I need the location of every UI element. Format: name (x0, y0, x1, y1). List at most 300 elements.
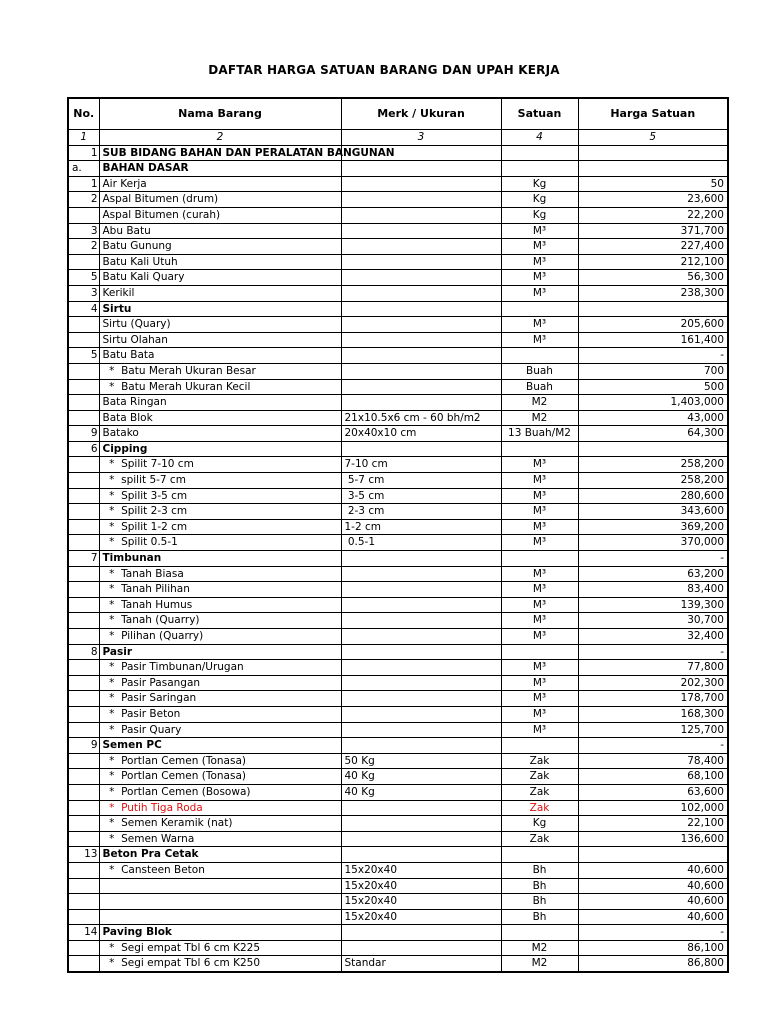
table-row (68, 582, 728, 598)
row-satuan (501, 738, 578, 754)
row-merk-ukuran: 5-7 cm (341, 473, 501, 489)
row-no: 1 (68, 145, 99, 161)
table-row (68, 348, 728, 364)
row-merk-ukuran (341, 613, 501, 629)
row-harga-satuan: 371,700 (578, 223, 728, 239)
table-row (68, 317, 728, 333)
row-satuan (501, 644, 578, 660)
table-row (68, 831, 728, 847)
row-merk-ukuran: 40 Kg (341, 769, 501, 785)
row-harga-satuan: 227,400 (578, 239, 728, 255)
row-nama-barang: Abu Batu (99, 223, 341, 239)
row-merk-ukuran (341, 363, 501, 379)
row-no (68, 566, 99, 582)
row-no (68, 816, 99, 832)
row-no (68, 597, 99, 613)
row-no (68, 535, 99, 551)
row-harga-satuan: 50 (578, 176, 728, 192)
row-harga-satuan: 86,100 (578, 940, 728, 956)
row-no (68, 582, 99, 598)
row-no (68, 909, 99, 925)
row-nama-barang: * Pasir Pasangan (99, 675, 341, 691)
row-harga-satuan: 40,600 (578, 862, 728, 878)
row-no (68, 722, 99, 738)
row-no (68, 379, 99, 395)
row-no (68, 473, 99, 489)
row-no (68, 956, 99, 972)
table-row (68, 332, 728, 348)
row-satuan: M³ (501, 488, 578, 504)
header-no: No. (68, 98, 99, 130)
row-nama-barang: * Spilit 0.5-1 (99, 535, 341, 551)
table-row (68, 894, 728, 910)
row-merk-ukuran (341, 395, 501, 411)
row-nama-barang: * Pasir Timbunan/Urugan (99, 660, 341, 676)
table-row (68, 753, 728, 769)
table-row (68, 239, 728, 255)
row-nama-barang: * Semen Keramik (nat) (99, 816, 341, 832)
row-no (68, 878, 99, 894)
row-merk-ukuran (341, 379, 501, 395)
row-harga-satuan: - (578, 738, 728, 754)
row-satuan: M³ (501, 317, 578, 333)
row-harga-satuan: 280,600 (578, 488, 728, 504)
table-row (68, 613, 728, 629)
row-merk-ukuran: 7-10 cm (341, 457, 501, 473)
row-no: 6 (68, 441, 99, 457)
row-no (68, 488, 99, 504)
row-no (68, 395, 99, 411)
row-harga-satuan: 63,200 (578, 566, 728, 582)
row-harga-satuan: 30,700 (578, 613, 728, 629)
row-satuan: Bh (501, 909, 578, 925)
row-merk-ukuran (341, 285, 501, 301)
row-satuan: M³ (501, 332, 578, 348)
row-harga-satuan: 86,800 (578, 956, 728, 972)
row-harga-satuan: 78,400 (578, 753, 728, 769)
row-nama-barang: * Semen Warna (99, 831, 341, 847)
row-no (68, 410, 99, 426)
row-harga-satuan (578, 145, 728, 161)
row-no (68, 784, 99, 800)
row-nama-barang (99, 909, 341, 925)
row-harga-satuan: 168,300 (578, 706, 728, 722)
header-satuan: Satuan (501, 98, 578, 130)
row-no (68, 894, 99, 910)
column-number: 5 (578, 130, 728, 146)
row-merk-ukuran (341, 176, 501, 192)
row-merk-ukuran (341, 239, 501, 255)
row-nama-barang: Sirtu (99, 301, 341, 317)
row-no: 9 (68, 426, 99, 442)
row-satuan: Zak (501, 784, 578, 800)
row-no (68, 363, 99, 379)
row-no: 2 (68, 239, 99, 255)
row-merk-ukuran (341, 738, 501, 754)
row-no (68, 769, 99, 785)
row-nama-barang: SUB BIDANG BAHAN DAN PERALATAN BANGUNAN (99, 145, 341, 161)
table-row (68, 192, 728, 208)
row-harga-satuan: 125,700 (578, 722, 728, 738)
table-row (68, 878, 728, 894)
row-merk-ukuran (341, 348, 501, 364)
row-no: 14 (68, 925, 99, 941)
table-row (68, 629, 728, 645)
row-harga-satuan: 136,600 (578, 831, 728, 847)
row-no (68, 831, 99, 847)
row-nama-barang: * Tanah Biasa (99, 566, 341, 582)
row-nama-barang: Timbunan (99, 551, 341, 567)
row-satuan: Buah (501, 379, 578, 395)
row-no: a. (68, 161, 99, 177)
row-satuan: M³ (501, 504, 578, 520)
column-number: 4 (501, 130, 578, 146)
row-no: 8 (68, 644, 99, 660)
table-row (68, 223, 728, 239)
row-satuan: Bh (501, 894, 578, 910)
row-nama-barang: Batu Gunung (99, 239, 341, 255)
row-merk-ukuran (341, 597, 501, 613)
row-harga-satuan: 212,100 (578, 254, 728, 270)
row-satuan: M³ (501, 660, 578, 676)
row-satuan (501, 161, 578, 177)
row-satuan: Zak (501, 753, 578, 769)
row-no (68, 317, 99, 333)
row-merk-ukuran (341, 800, 501, 816)
row-merk-ukuran (341, 644, 501, 660)
table-row (68, 145, 728, 161)
column-number: 1 (68, 130, 99, 146)
table-row (68, 691, 728, 707)
row-satuan: M2 (501, 940, 578, 956)
row-no (68, 504, 99, 520)
row-harga-satuan: - (578, 348, 728, 364)
table-row (68, 816, 728, 832)
row-harga-satuan: 56,300 (578, 270, 728, 286)
row-no: 5 (68, 270, 99, 286)
row-satuan: M³ (501, 535, 578, 551)
row-harga-satuan (578, 441, 728, 457)
row-satuan: M³ (501, 519, 578, 535)
row-merk-ukuran: 15x20x40 (341, 909, 501, 925)
row-satuan: M³ (501, 597, 578, 613)
row-merk-ukuran (341, 816, 501, 832)
row-harga-satuan (578, 301, 728, 317)
row-no (68, 332, 99, 348)
row-nama-barang: Batu Kali Quary (99, 270, 341, 286)
row-merk-ukuran: 2-3 cm (341, 504, 501, 520)
row-satuan (501, 441, 578, 457)
row-harga-satuan: 32,400 (578, 629, 728, 645)
row-harga-satuan: 238,300 (578, 285, 728, 301)
row-satuan: Kg (501, 176, 578, 192)
row-satuan: M2 (501, 395, 578, 411)
row-no (68, 862, 99, 878)
row-merk-ukuran (341, 161, 501, 177)
column-number: 2 (99, 130, 341, 146)
row-satuan: M³ (501, 691, 578, 707)
row-no (68, 706, 99, 722)
row-nama-barang: * Pilihan (Quarry) (99, 629, 341, 645)
row-no: 4 (68, 301, 99, 317)
table-row (68, 504, 728, 520)
row-no (68, 519, 99, 535)
row-merk-ukuran (341, 691, 501, 707)
row-no (68, 254, 99, 270)
row-no (68, 613, 99, 629)
row-nama-barang: Bata Blok (99, 410, 341, 426)
row-merk-ukuran (341, 223, 501, 239)
row-merk-ukuran (341, 940, 501, 956)
row-no (68, 691, 99, 707)
table-row (68, 566, 728, 582)
row-harga-satuan (578, 847, 728, 863)
table-row (68, 176, 728, 192)
row-no: 9 (68, 738, 99, 754)
row-merk-ukuran: 15x20x40 (341, 894, 501, 910)
table-row (68, 363, 728, 379)
table-row (68, 426, 728, 442)
row-harga-satuan: 700 (578, 363, 728, 379)
row-harga-satuan: 370,000 (578, 535, 728, 551)
table-row (68, 535, 728, 551)
row-satuan (501, 145, 578, 161)
table-row (68, 161, 728, 177)
table-row (68, 675, 728, 691)
row-no (68, 675, 99, 691)
row-merk-ukuran: 21x10.5x6 cm - 60 bh/m2 (341, 410, 501, 426)
row-nama-barang: * Segi empat Tbl 6 cm K225 (99, 940, 341, 956)
row-no (68, 629, 99, 645)
row-nama-barang: * Batu Merah Ukuran Besar (99, 363, 341, 379)
row-nama-barang: * spilit 5-7 cm (99, 473, 341, 489)
row-harga-satuan: 40,600 (578, 909, 728, 925)
table-row (68, 909, 728, 925)
row-nama-barang: Bata Ringan (99, 395, 341, 411)
price-table (67, 97, 729, 973)
row-nama-barang: * Portlan Cemen (Tonasa) (99, 753, 341, 769)
row-merk-ukuran (341, 332, 501, 348)
column-number-row (68, 130, 728, 146)
row-satuan: M³ (501, 254, 578, 270)
row-nama-barang: * Spilit 2-3 cm (99, 504, 341, 520)
header-harga-satuan: Harga Satuan (578, 98, 728, 130)
row-satuan: M³ (501, 629, 578, 645)
row-satuan: M2 (501, 410, 578, 426)
row-merk-ukuran (341, 660, 501, 676)
row-satuan: Zak (501, 769, 578, 785)
table-row (68, 706, 728, 722)
row-satuan: M³ (501, 613, 578, 629)
row-harga-satuan: 23,600 (578, 192, 728, 208)
row-nama-barang: * Tanah (Quarry) (99, 613, 341, 629)
table-row (68, 301, 728, 317)
row-harga-satuan: 500 (578, 379, 728, 395)
row-harga-satuan: 258,200 (578, 457, 728, 473)
row-no: 7 (68, 551, 99, 567)
table-row (68, 925, 728, 941)
row-nama-barang: Aspal Bitumen (curah) (99, 207, 341, 223)
row-nama-barang: * Pasir Saringan (99, 691, 341, 707)
row-no (68, 940, 99, 956)
row-nama-barang: Cipping (99, 441, 341, 457)
row-no: 5 (68, 348, 99, 364)
row-merk-ukuran: 20x40x10 cm (341, 426, 501, 442)
row-no: 1 (68, 176, 99, 192)
row-nama-barang: Semen PC (99, 738, 341, 754)
row-nama-barang: Pasir (99, 644, 341, 660)
header-merk-ukuran: Merk / Ukuran (341, 98, 501, 130)
row-satuan (501, 847, 578, 863)
row-satuan: M³ (501, 457, 578, 473)
row-merk-ukuran: Standar (341, 956, 501, 972)
row-nama-barang (99, 878, 341, 894)
row-nama-barang: * Tanah Pilihan (99, 582, 341, 598)
row-harga-satuan: 369,200 (578, 519, 728, 535)
row-harga-satuan: 43,000 (578, 410, 728, 426)
row-nama-barang: * Segi empat Tbl 6 cm K250 (99, 956, 341, 972)
row-nama-barang: * Pasir Quary (99, 722, 341, 738)
row-merk-ukuran (341, 301, 501, 317)
row-satuan: Zak (501, 831, 578, 847)
table-row (68, 270, 728, 286)
row-no (68, 800, 99, 816)
row-harga-satuan: 40,600 (578, 894, 728, 910)
row-no: 13 (68, 847, 99, 863)
row-harga-satuan: - (578, 551, 728, 567)
row-no: 2 (68, 192, 99, 208)
table-row (68, 473, 728, 489)
table-row (68, 410, 728, 426)
row-harga-satuan: 77,800 (578, 660, 728, 676)
row-harga-satuan: 22,100 (578, 816, 728, 832)
row-satuan (501, 551, 578, 567)
row-no: 3 (68, 223, 99, 239)
row-nama-barang: * Portlan Cemen (Bosowa) (99, 784, 341, 800)
row-satuan: M³ (501, 473, 578, 489)
row-harga-satuan: 40,600 (578, 878, 728, 894)
row-satuan (501, 348, 578, 364)
row-nama-barang: Beton Pra Cetak (99, 847, 341, 863)
row-nama-barang: Batu Bata (99, 348, 341, 364)
row-harga-satuan: 68,100 (578, 769, 728, 785)
table-row (68, 519, 728, 535)
row-merk-ukuran: 3-5 cm (341, 488, 501, 504)
row-harga-satuan: 64,300 (578, 426, 728, 442)
row-satuan: M³ (501, 285, 578, 301)
row-merk-ukuran (341, 722, 501, 738)
row-merk-ukuran (341, 270, 501, 286)
table-row (68, 285, 728, 301)
column-number: 3 (341, 130, 501, 146)
row-satuan: Kg (501, 816, 578, 832)
row-nama-barang: Kerikil (99, 285, 341, 301)
row-nama-barang: * Portlan Cemen (Tonasa) (99, 769, 341, 785)
row-satuan: M³ (501, 582, 578, 598)
row-merk-ukuran (341, 566, 501, 582)
row-harga-satuan: - (578, 925, 728, 941)
row-harga-satuan: 205,600 (578, 317, 728, 333)
row-satuan: Zak (501, 800, 578, 816)
table-row (68, 956, 728, 972)
row-nama-barang: Batako (99, 426, 341, 442)
table-row (68, 441, 728, 457)
row-harga-satuan: 22,200 (578, 207, 728, 223)
row-nama-barang: * Cansteen Beton (99, 862, 341, 878)
table-row (68, 722, 728, 738)
row-harga-satuan (578, 161, 728, 177)
row-merk-ukuran: 50 Kg (341, 753, 501, 769)
row-nama-barang: Paving Blok (99, 925, 341, 941)
row-nama-barang: * Spilit 1-2 cm (99, 519, 341, 535)
row-satuan: M³ (501, 239, 578, 255)
row-merk-ukuran: 1-2 cm (341, 519, 501, 535)
row-merk-ukuran (341, 675, 501, 691)
row-merk-ukuran (341, 706, 501, 722)
row-harga-satuan: - (578, 644, 728, 660)
row-harga-satuan: 343,600 (578, 504, 728, 520)
row-nama-barang: * Spilit 7-10 cm (99, 457, 341, 473)
document-title: DAFTAR HARGA SATUAN BARANG DAN UPAH KERJA (208, 63, 560, 77)
table-row (68, 488, 728, 504)
row-satuan: M³ (501, 223, 578, 239)
table-row (68, 847, 728, 863)
row-harga-satuan: 178,700 (578, 691, 728, 707)
row-merk-ukuran (341, 582, 501, 598)
row-merk-ukuran (341, 847, 501, 863)
table-row (68, 395, 728, 411)
row-satuan: Bh (501, 878, 578, 894)
row-merk-ukuran (341, 629, 501, 645)
table-row (68, 551, 728, 567)
row-satuan: M³ (501, 566, 578, 582)
row-harga-satuan: 258,200 (578, 473, 728, 489)
row-satuan: Buah (501, 363, 578, 379)
row-merk-ukuran (341, 207, 501, 223)
row-merk-ukuran: 15x20x40 (341, 878, 501, 894)
row-nama-barang: Aspal Bitumen (drum) (99, 192, 341, 208)
row-nama-barang: * Spilit 3-5 cm (99, 488, 341, 504)
table-row (68, 207, 728, 223)
row-no (68, 207, 99, 223)
row-satuan: Kg (501, 207, 578, 223)
row-satuan: Kg (501, 192, 578, 208)
table-row (68, 784, 728, 800)
table-row (68, 644, 728, 660)
row-harga-satuan: 83,400 (578, 582, 728, 598)
row-harga-satuan: 102,000 (578, 800, 728, 816)
row-harga-satuan: 139,300 (578, 597, 728, 613)
row-nama-barang (99, 894, 341, 910)
row-nama-barang: BAHAN DASAR (99, 161, 341, 177)
table-row (68, 769, 728, 785)
table-row (68, 940, 728, 956)
row-harga-satuan: 63,600 (578, 784, 728, 800)
row-satuan (501, 301, 578, 317)
row-merk-ukuran (341, 925, 501, 941)
table-header-row (68, 98, 728, 130)
row-merk-ukuran (341, 551, 501, 567)
table-row (68, 379, 728, 395)
row-merk-ukuran: 40 Kg (341, 784, 501, 800)
row-nama-barang: * Putih Tiga Roda (99, 800, 341, 816)
table-row (68, 862, 728, 878)
row-nama-barang: * Tanah Humus (99, 597, 341, 613)
row-harga-satuan: 161,400 (578, 332, 728, 348)
table-row (68, 457, 728, 473)
table-row (68, 660, 728, 676)
row-nama-barang: Sirtu (Quary) (99, 317, 341, 333)
